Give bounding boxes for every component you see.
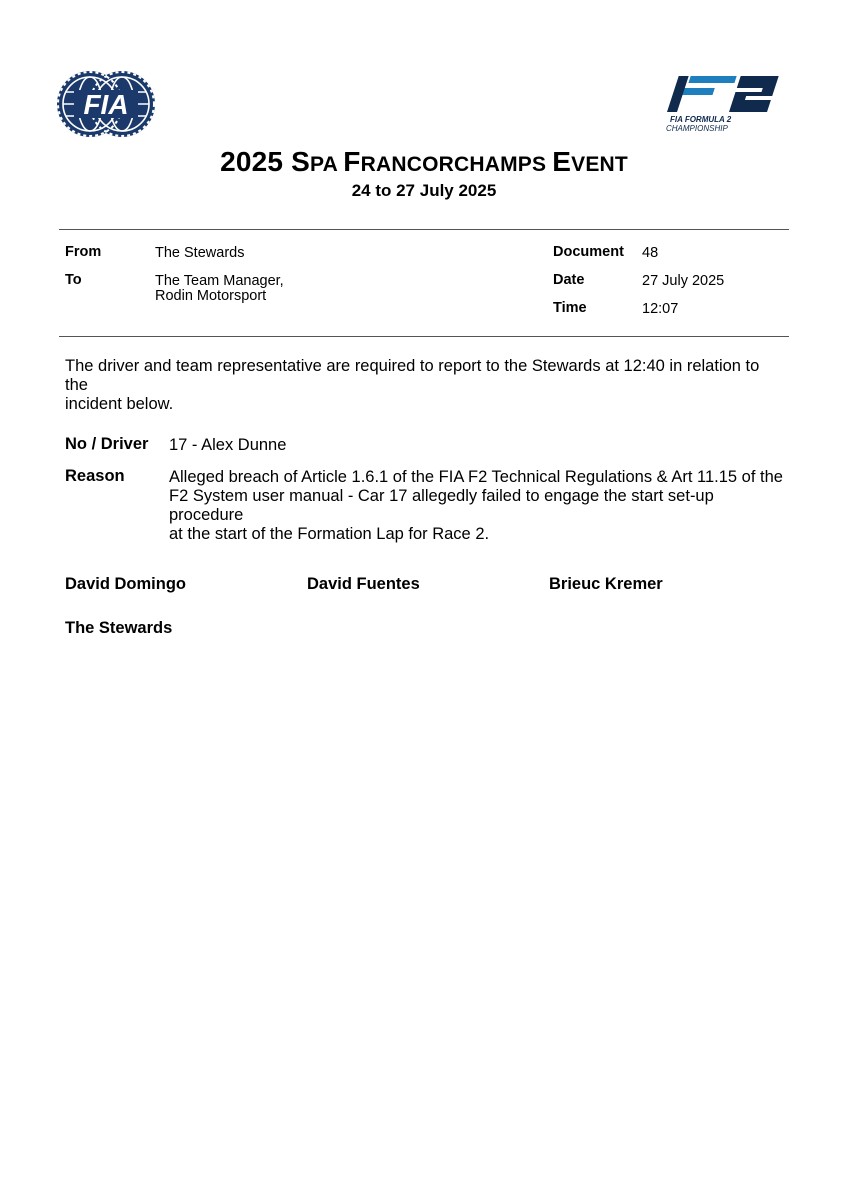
steward-3: Brieuc Kremer: [549, 575, 663, 593]
driver-value: 17 - Alex Dunne: [169, 436, 287, 454]
date-label: Date: [553, 272, 585, 288]
to-label: To: [65, 272, 82, 288]
time-value: 12:07: [642, 301, 679, 317]
f2-logo-line1: FIA FORMULA 2: [670, 115, 732, 124]
time-label: Time: [553, 300, 587, 316]
memo-divider: [59, 336, 789, 337]
date-value: 27 July 2025: [642, 273, 725, 289]
summons-text: The driver and team representative are required to report to the Stewards at 12:40 in relation to the incident below.: [65, 357, 760, 413]
closing-signature: The Stewards: [65, 619, 173, 637]
from-value: The Stewards: [155, 245, 245, 261]
event-title: 2025 SPA FRANCORCHAMPS EVENT: [220, 146, 628, 177]
to-value-line1: The Team Manager,: [155, 273, 284, 289]
fia-logo-text: FIA: [83, 89, 129, 120]
reason-value: Alleged breach of Article 1.6.1 of the FIA F2 Technical Regulations & Art 11.15 of the F2 System user manual - Car 17 allegedly failed to engage the start set-up procedure at the start of the Formation Lap for Race 2.: [169, 468, 783, 543]
driver-label: No / Driver: [65, 435, 149, 453]
to-value-line2: Rodin Motorsport: [155, 288, 267, 304]
header-divider: [59, 229, 789, 230]
fia-logo: [56, 70, 156, 138]
event-dates: 24 to 27 July 2025: [351, 181, 497, 200]
steward-1: David Domingo: [65, 575, 187, 593]
document-value: 48: [642, 245, 659, 261]
reason-label: Reason: [65, 467, 125, 485]
steward-2: David Fuentes: [307, 575, 420, 593]
from-label: From: [65, 244, 102, 260]
f2-logo-line2: CHAMPIONSHIP: [666, 124, 728, 133]
f2-championship-logo: [662, 72, 788, 136]
document-label: Document: [553, 244, 624, 260]
